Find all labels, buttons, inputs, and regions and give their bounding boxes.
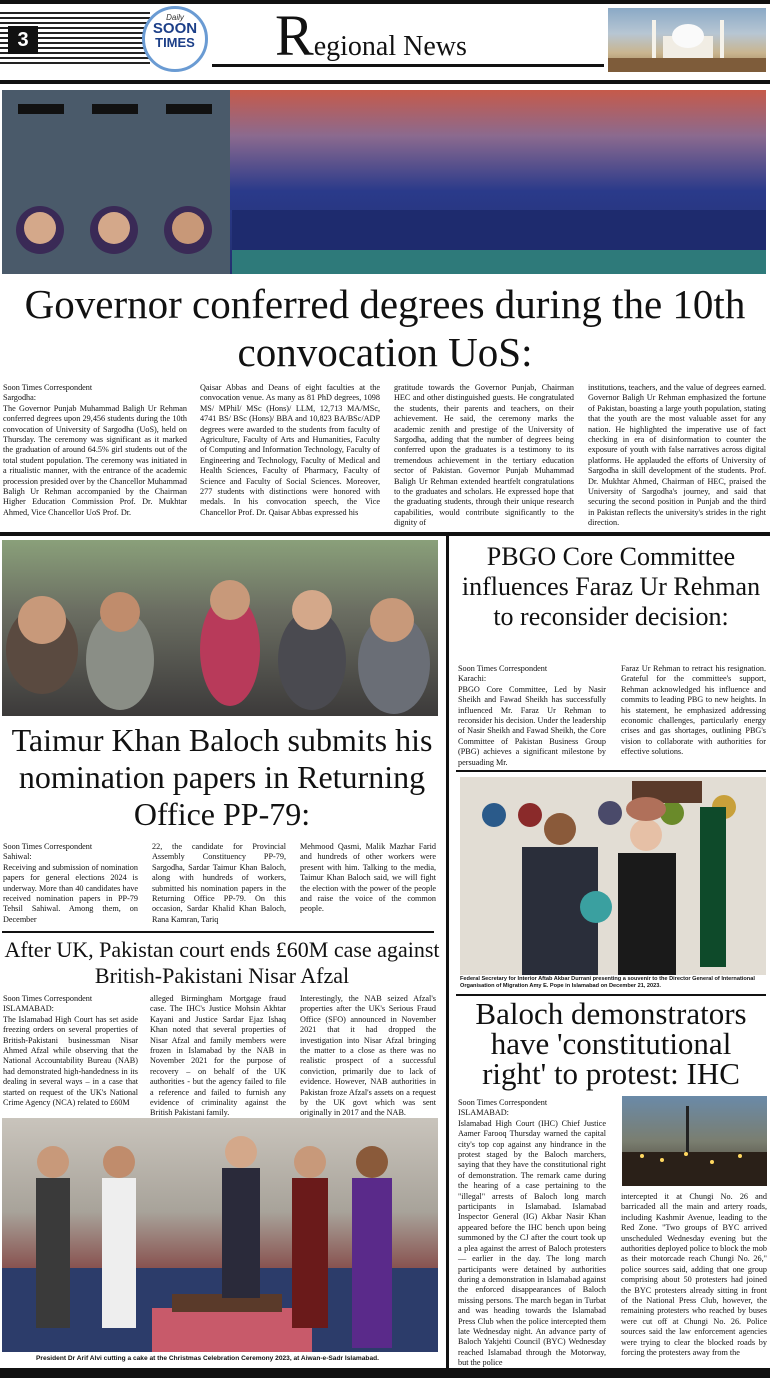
graduates-illustration	[2, 90, 766, 274]
convocation-photo	[2, 90, 766, 274]
story2-byline: Soon Times Correspondent	[3, 842, 93, 851]
section-title	[275, 3, 467, 68]
story2-text-col1: Receiving and submission of nomination papers for general elections 2024 is underway. More than 40 candidates have received nomination papers in PP-79 Tehsil Sahiwal. Among them, on December	[3, 862, 138, 924]
story5-body	[458, 1098, 768, 1368]
story4-dateline: ISLAMABAD:	[3, 1004, 54, 1014]
story3-body	[458, 664, 766, 768]
story1-text-col4: institutions, teachers, and the value of degrees earned. Governor Baligh Ur Rehman emphasized the fortune of Pakistan, boasting a large youth population, stating that the youth are the most valuable asset for any nation. He highlighted the imperative use of fact checking in era of disinformation to counter the exposure of youth with false narratives across digital platforms. He applauded the efforts of University of Sargodha in skill development of the students. Prof. Dr. Mukhtar Ahmed, Chairman of HEC, praised the University of Sargodha's journey, and said that securing the second position in Punjab and the third in Pakistan reflects the university's strides in the right direction.	[588, 383, 766, 528]
story4-text-col2: alleged Birmingham Mortgage fraud case. The IHC's Justice Mohsin Akhtar Kayani and Justice Sardar Ejaz Ishaq Khan noted that several properties of Nisar Afzal and family members were frozen in Islamabad by the NAB in November 2021 for the purpose of recovery – on behalf of the UK authorities - but the agency failed to file a reference and failed to furnish any evidence of criminality against the British Pakistani family.	[150, 994, 286, 1118]
story1-text-col1: The Governor Punjab Muhammad Baligh Ur Rehman conferred degrees upon 29,456 students during the 10th convocation of University of Sargodha (UoS), held on Thursday. The ceremony was significant as it marked the graduation of around 64.5% girl students out of the total student population. The ceremony was initiated in a ritualistic manner, with the entrance of the academic procession presided over by the Chancellor Muhammad Baligh Ur Rehman accompanied by the Chairman Higher Education Commission Prof. Dr. Mukhtar Ahmed, Vice Chancellor UoS Prof. Dr.	[3, 403, 187, 517]
protest-illustration	[622, 1096, 767, 1186]
nomination-photo	[2, 540, 438, 716]
newspaper-logo	[142, 6, 208, 72]
crowd-illustration	[2, 540, 438, 716]
story5-text-col2: intercepted it at Chungi No. 26 and barricaded all the main and artery roads, including Kashmir Avenue, leading to the Red Zone. "Two groups of BYC arrived unscheduled Wednesday evening but the authorities deployed police to block the mob as their motorcade reach Chungi No. 26," police sources said, adding that one group comprising about 50 protesters had joined the BYC protesters already sitting in front of the National Press Club, however, the remaining protesters who reached by buses were cut off at Chungi No. 26. Police sources said the law enforcement agencies were trying to clear the blocked roads by forcing the protesters away from the	[621, 1192, 767, 1358]
story4-body	[3, 994, 439, 1118]
cake-ceremony-photo	[2, 1118, 438, 1352]
cake-caption: President Dr Arif Alvi cutting a cake at the Christmas Celebration Ceremony 2023, at Aiwan-e-Sadr Islamabad.	[36, 1355, 379, 1362]
story1-dateline: Sargodha:	[3, 393, 37, 403]
story5-col1	[458, 1098, 606, 1369]
story5-byline: Soon Times Correspondent	[458, 1098, 548, 1107]
story3-text-col1: PBGO Core Committee, Led by Nasir Sheikh and Fawad Sheikh has successfully influenced Mr. Faraz Ur Rehman to reconsider his decision. Under the leadership of Nasir Sheikh and Fawad Sheikh, the Core Committee of Pakistan Business Group (PBG) achieves a significant milestone by persuading Mr.	[458, 684, 606, 767]
story2-dateline: Sahiwal:	[3, 852, 32, 862]
story4-col1	[3, 994, 138, 1108]
story1-headline: Governor conferred degrees during the 10th convocation UoS:	[24, 281, 746, 375]
column-divider	[446, 536, 449, 1368]
story3-col1	[458, 664, 606, 768]
story4-text-col3: Interestingly, the NAB seized Afzal's properties after the UK's Serious Fraud Office (SFO) announced in November 2021 that it had dropped the investigation into Nisar Afzal bringing the matter to a close as there was no realistic prospect of a successful conviction, primarily due to lack of evidence. However, NAB authorities in Pakistan froze Afzal's assets on a request by the UK govt which was sent originally in 2017 and the NAB.	[300, 994, 436, 1118]
story3-dateline: Karachi:	[458, 674, 487, 684]
page-number: 3	[8, 26, 38, 54]
story3-headline: PBGO Core Committee influences Faraz Ur Rehman to reconsider decision:	[461, 542, 761, 631]
divider-2	[2, 931, 434, 933]
logo-main-text: SOON	[152, 20, 198, 37]
story5-text-col1: Islamabad High Court (IHC) Chief Justice Aamer Farooq Thursday warned the capital city's top cop against any hindrance in the protest staged by the Baloch marchers, saying that they have the constitutional right of demonstration. The remark came during the hearing of a case pertaining to the "illegal" arrests of Baloch long march participants in Islamabad. Islamabad Inspector General (IG) Akbar Nasir Khan appeared before the IHC bench upon being summoned by the CJ after the court took up a plea against the arrest of Baloch protesters — earlier in the day. The long march participants were detained by authorities during a demonstration in Islamabad against the enforced disappearances of Baloch missing persons. The march began in Turbat and was heading towards the Islamabad Press Club when the police intercepted them late Wednesday night. An advance party of Baloch Yakjehti Council (BYC) Wednesday reached Islamabad through the Motorway, but the police	[458, 1118, 606, 1368]
story1-body	[3, 383, 767, 528]
story5-headline: Baloch demonstrators have 'constitutional right' to protest: IHC	[475, 996, 747, 1091]
story3-text-col2: Faraz Ur Rehman to retract his resignation. Grateful for the committee's support, Rehman acknowledged his influence and commits to leading PBG to new heights. In his statement, he emphasized addressing economic challenges, particularly energy crises and gas shortages, outlining PBG's vision to collaborate with authorities for effective solutions.	[621, 664, 766, 757]
mosque-icon	[608, 8, 766, 72]
logo-top-text: Daily	[166, 13, 184, 22]
section-title-initial: R	[275, 3, 314, 68]
story1-text-col3: gratitude towards the Governor Punjab, Chairman HEC and other distinguished guests. He congratulated the students, their parents and teachers, on their achievement. He said, the ceremony marks the academic zenith and prestige of the University of Sargodha, adding that the number of degrees being conferred upon the graduates is a testimony to its tremendous achievement in the tertiary education sector of Pakistan. Governor Punjab Muhammad Baligh Ur Rehman extended heartfelt congratulations to the graduates and scholars. He expressed hope that the graduating students, through their unique research capabilities, would contribute significantly to the dignity of	[394, 383, 574, 528]
ceremony-illustration	[2, 1118, 438, 1352]
story2-body	[3, 842, 439, 930]
story4-byline: Soon Times Correspondent	[3, 994, 93, 1003]
masthead	[0, 4, 770, 80]
story5-dateline: ISLAMABAD:	[458, 1108, 509, 1118]
masthead-bottom-rule	[0, 80, 770, 84]
story1-byline: Soon Times Correspondent	[3, 383, 93, 392]
bottom-border	[0, 1368, 770, 1378]
souvenir-illustration	[460, 777, 766, 975]
story2-headline: Taimur Khan Baloch submits his nomination papers in Returning Office PP-79:	[11, 722, 433, 832]
masthead-photo	[608, 8, 766, 72]
story3-byline: Soon Times Correspondent	[458, 664, 548, 673]
story2-text-col3: Mehmood Qasmi, Malik Mazhar Farid and hundreds of other workers were present with him. Talking to the media, Taimur Khan Baloch said, we will fight the election with the power of the people and raise the voice of the common people.	[300, 842, 436, 914]
logo-sub-text: TIMES	[155, 35, 195, 50]
divider-1	[0, 532, 770, 536]
story4-headline: After UK, Pakistan court ends £60M case against British-Pakistani Nisar Afzal	[4, 937, 440, 988]
story4-text-col1: The Islamabad High Court has set aside freezing orders on several properties of British-Pakistani businessman Nisar Ahmed Afzal while observing that the National Accountability Bureau (NAB) had demonstrated high-handedness in its dealing in several ways – in a case that started on request of the UK's National Crime Agency (NCA) related to £60M	[3, 1014, 138, 1108]
story2-col1	[3, 842, 138, 925]
story1-col1	[3, 383, 187, 518]
section-title-rest: egional News	[313, 31, 467, 62]
story1-text-col2: Qaisar Abbas and Deans of eight faculties at the convocation venue. As many as 81 PhD degrees, 1098 MS/ MPhil/ MSc (Hons)/ LLM, 12,713 MA/MSc, 4741 BS/ BSc (Hons)/ BBA and 10,823 BA/BSc/ADP degrees were awarded to the students from faculty of Agriculture, Faculty of Arts and Humanities, Faculty of Computing and Information Technology, Faculty of Engineering and Technology, Faculty of Medical and Health Sciences, Faculty of Pharmacy, Faculty of Science and Faculty of Social Sciences. Moreover, 277 students with distinctions were honored with medals. In his convocation speech, the Vice Chancellor Prof. Dr. Qaisar Abbas expressed his	[200, 383, 380, 517]
divider-3	[456, 770, 766, 772]
story2-text-col2: 22, the candidate for Provincial Assembly Constituency PP-79, Sargodha, Sardar Taimur Khan Baloch, along with hundreds of workers, submitted his nomination papers in the Returning Office PP-79. On this occasion, Sardar Khalid Khan Baloch, Rana Kamran, Tariq	[152, 842, 286, 924]
souvenir-caption: Federal Secretary for Interior Aftab Akbar Durrani presenting a souvenir to the Director General of International Organisation of Migration Amy E. Pope in Islamabad on December 21, 2023.	[460, 976, 755, 990]
protest-photo	[622, 1096, 767, 1186]
souvenir-photo	[460, 777, 766, 975]
